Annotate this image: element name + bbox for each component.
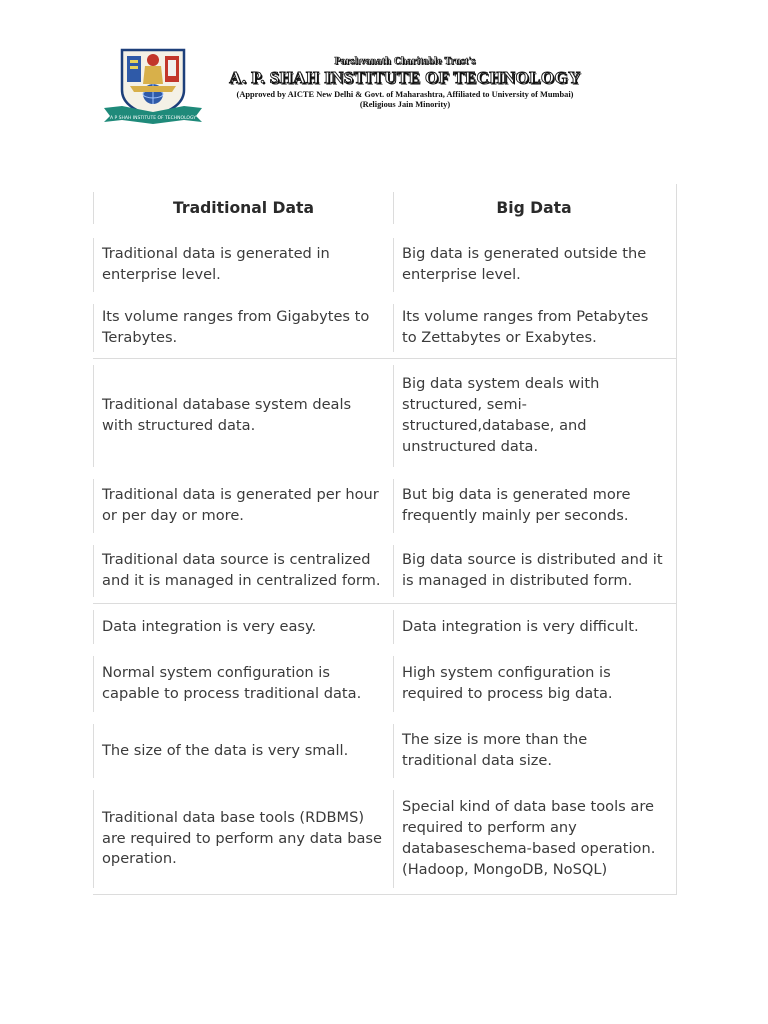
- table-row: [93, 473, 676, 539]
- minority-status: (Religious Jain Minority): [359, 100, 451, 109]
- header-traditional-data: Traditional Data: [93, 184, 393, 232]
- traditional-cell: Traditional data source is centralized and it is managed in centralized form.: [93, 539, 393, 603]
- big-data-cell: But big data is generated more frequently mainly per seconds.: [393, 473, 676, 539]
- institute-logo-emblem: [100, 46, 206, 126]
- traditional-cell: Traditional data is generated in enterprise level.: [93, 232, 393, 298]
- table-row: [93, 784, 676, 894]
- institute-name: A. P. SHAH INSTITUTE OF TECHNOLOGY: [229, 68, 581, 87]
- traditional-cell: The size of the data is very small.: [93, 718, 393, 784]
- traditional-cell: Traditional data base tools (RDBMS) are required to perform any data base operation.: [93, 784, 393, 894]
- table-row: [93, 650, 676, 718]
- trust-name: Parshvanath Charitable Trust's: [334, 56, 476, 67]
- table-row: [93, 232, 676, 298]
- traditional-cell: Its volume ranges from Gigabytes to Terabytes.: [93, 298, 393, 358]
- traditional-cell: Data integration is very easy.: [93, 604, 393, 650]
- big-data-cell: Big data system deals with structured, semi-structured,database, and unstructured data.: [393, 359, 676, 473]
- table-row: [93, 359, 676, 473]
- big-data-cell: Big data is generated outside the enterprise level.: [393, 232, 676, 298]
- big-data-cell: Its volume ranges from Petabytes to Zettabytes or Exabytes.: [393, 298, 676, 358]
- big-data-cell: Data integration is very difficult.: [393, 604, 676, 650]
- big-data-cell: High system configuration is required to process big data.: [393, 650, 676, 718]
- table-row: [93, 298, 676, 359]
- letterhead: [96, 42, 616, 132]
- comparison-table: [93, 184, 677, 895]
- traditional-cell: Normal system configuration is capable to process traditional data.: [93, 650, 393, 718]
- big-data-cell: The size is more than the traditional data size.: [393, 718, 676, 784]
- header-big-data: Big Data: [393, 184, 676, 232]
- institute-title-block: [220, 56, 590, 109]
- traditional-cell: Traditional database system deals with structured data.: [93, 359, 393, 473]
- table-header-row: [93, 184, 676, 232]
- table-row: [93, 604, 676, 650]
- traditional-cell: Traditional data is generated per hour or per day or more.: [93, 473, 393, 539]
- big-data-cell: Special kind of data base tools are required to perform any databaseschema-based operation. (Hadoop, MongoDB, NoSQL): [393, 784, 676, 894]
- table-row: [93, 539, 676, 604]
- approval-text: (Approved by AICTE New Delhi & Govt. of Maharashtra, Affiliated to University of Mumbai): [236, 90, 574, 99]
- big-data-cell: Big data source is distributed and it is managed in distributed form.: [393, 539, 676, 603]
- svg-text:A P SHAH INSTITUTE OF TECHNOLO: A P SHAH INSTITUTE OF TECHNOLOGY: [110, 116, 196, 121]
- table-row: [93, 718, 676, 784]
